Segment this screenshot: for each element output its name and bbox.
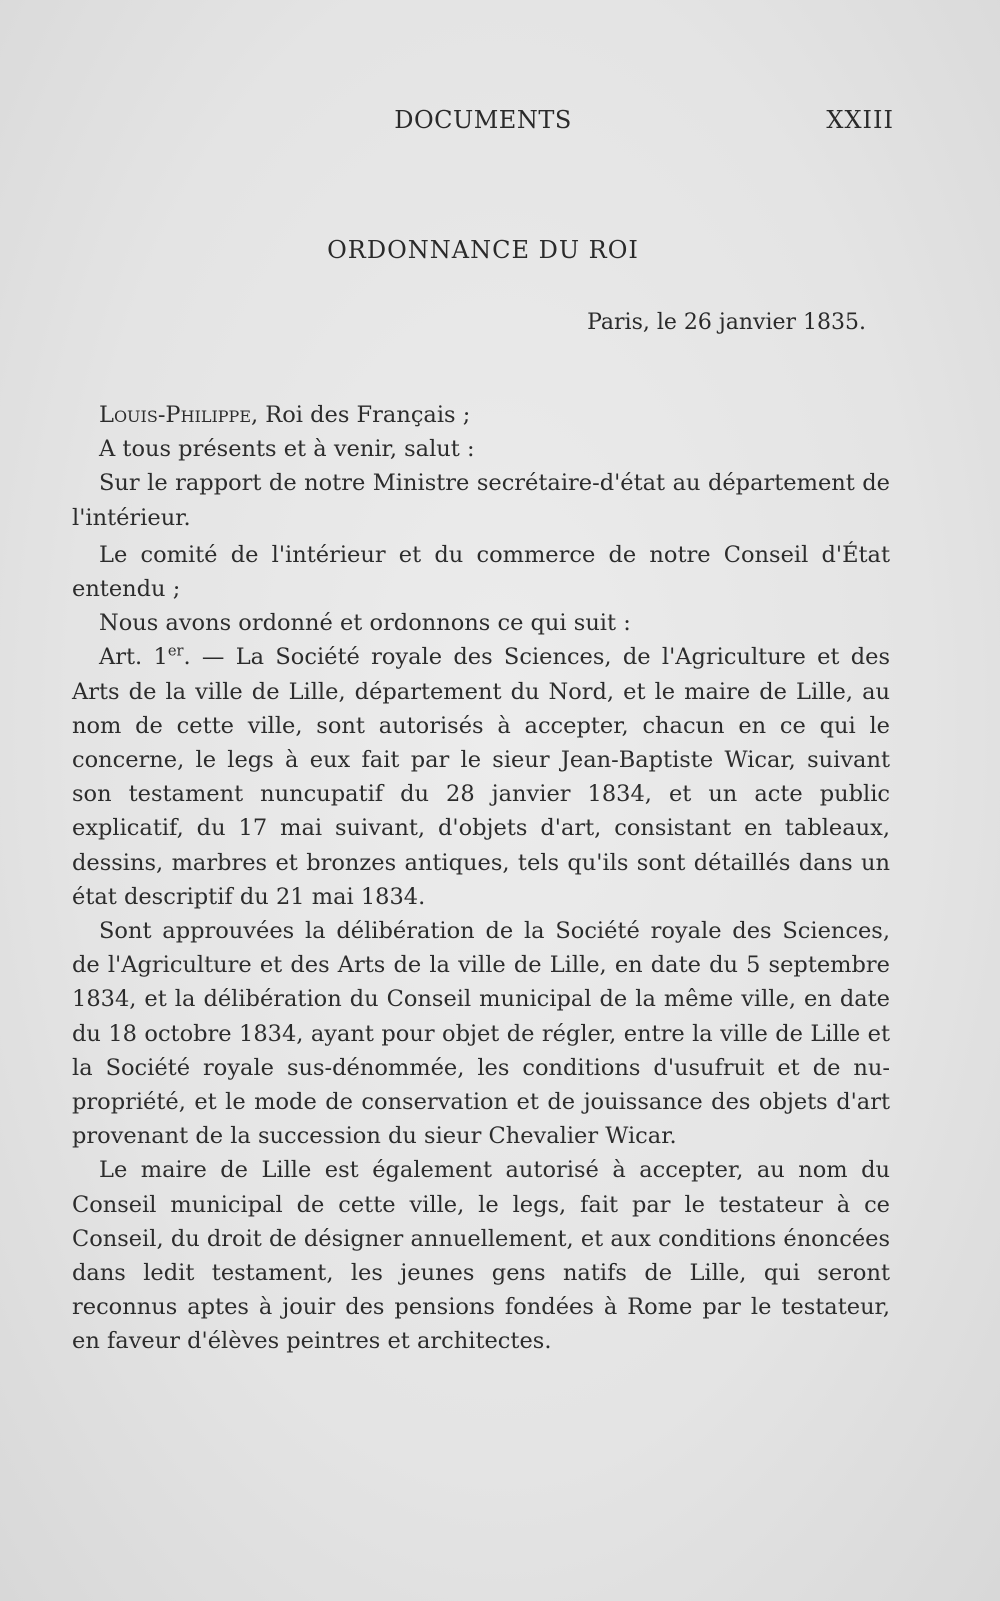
- article-label-sup: er: [167, 642, 184, 660]
- body-text: [72, 398, 890, 1359]
- running-title: DOCUMENTS: [394, 106, 572, 134]
- king-title: , Roi des Français ;: [251, 402, 471, 428]
- article-label: Art. 1: [99, 644, 168, 671]
- page-number: XXIII: [826, 106, 894, 134]
- paragraph-ordered: Nous avons ordonné et ordonnons ce qui suit :: [99, 610, 631, 637]
- running-head: [72, 106, 894, 138]
- document-title: ORDONNANCE DU ROI: [327, 236, 639, 264]
- paragraph-greeting: A tous présents et à venir, salut :: [99, 436, 475, 463]
- paragraph-mayor: Le maire de Lille est également autorisé à accepter, au nom du Conseil municipal de cette ville, le legs, fait par le testateur à ce Conseil, du droit de désigner annuellement, et aux conditions énoncées dans ledit testament, les jeunes gens natifs de Lille, qui seront reconnus aptes à jouir des pensions fondées à Rome par le testateur, en faveur d'élèves peintres et architectes.: [72, 1157, 890, 1355]
- article-text: . — La Société royale des Sciences, de l'Agriculture et des Arts de la ville de Lille, département du Nord, et le maire de Lille, au nom de cette ville, sont autorisés à accepter, chacun en ce qui le concerne, le legs à eux fait par le sieur Jean-Baptiste Wicar, suivant son testament nuncupatif du 28 janvier 1834, et un acte public explicatif, du 17 mai suivant, d'objets d'art, consistant en tableaux, dessins, marbres et bronzes antiques, tels qu'ils sont détaillés dans un état descriptif du 21 mai 1834.: [72, 644, 891, 910]
- paragraph-king: [72, 398, 890, 432]
- paragraph-committee: Le comité de l'intérieur et du commerce de notre Conseil d'État entendu ;: [72, 541, 890, 603]
- paragraph-report: Sur le rapport de notre Ministre secrétaire-d'état au département de l'intérieur.: [72, 470, 890, 531]
- king-name: Louis-Philippe: [99, 402, 251, 428]
- paragraph-article-1: [72, 640, 890, 914]
- paragraph-approved: Sont approuvées la délibération de la Société royale des Sciences, de l'Agriculture et des Arts de la ville de Lille, en date du 5 septembre 1834, et la délibération du Conseil municipal de la même ville, en date du 18 octobre 1834, ayant pour objet de régler, entre la ville de Lille et la Société royale sus-dénommée, les conditions d'usufruit et de nu-propriété, et le mode de conservation et de jouissance des objets d'art provenant de la succession du sieur Chevalier Wicar.: [72, 918, 890, 1150]
- dateline: Paris, le 26 janvier 1835.: [587, 310, 866, 335]
